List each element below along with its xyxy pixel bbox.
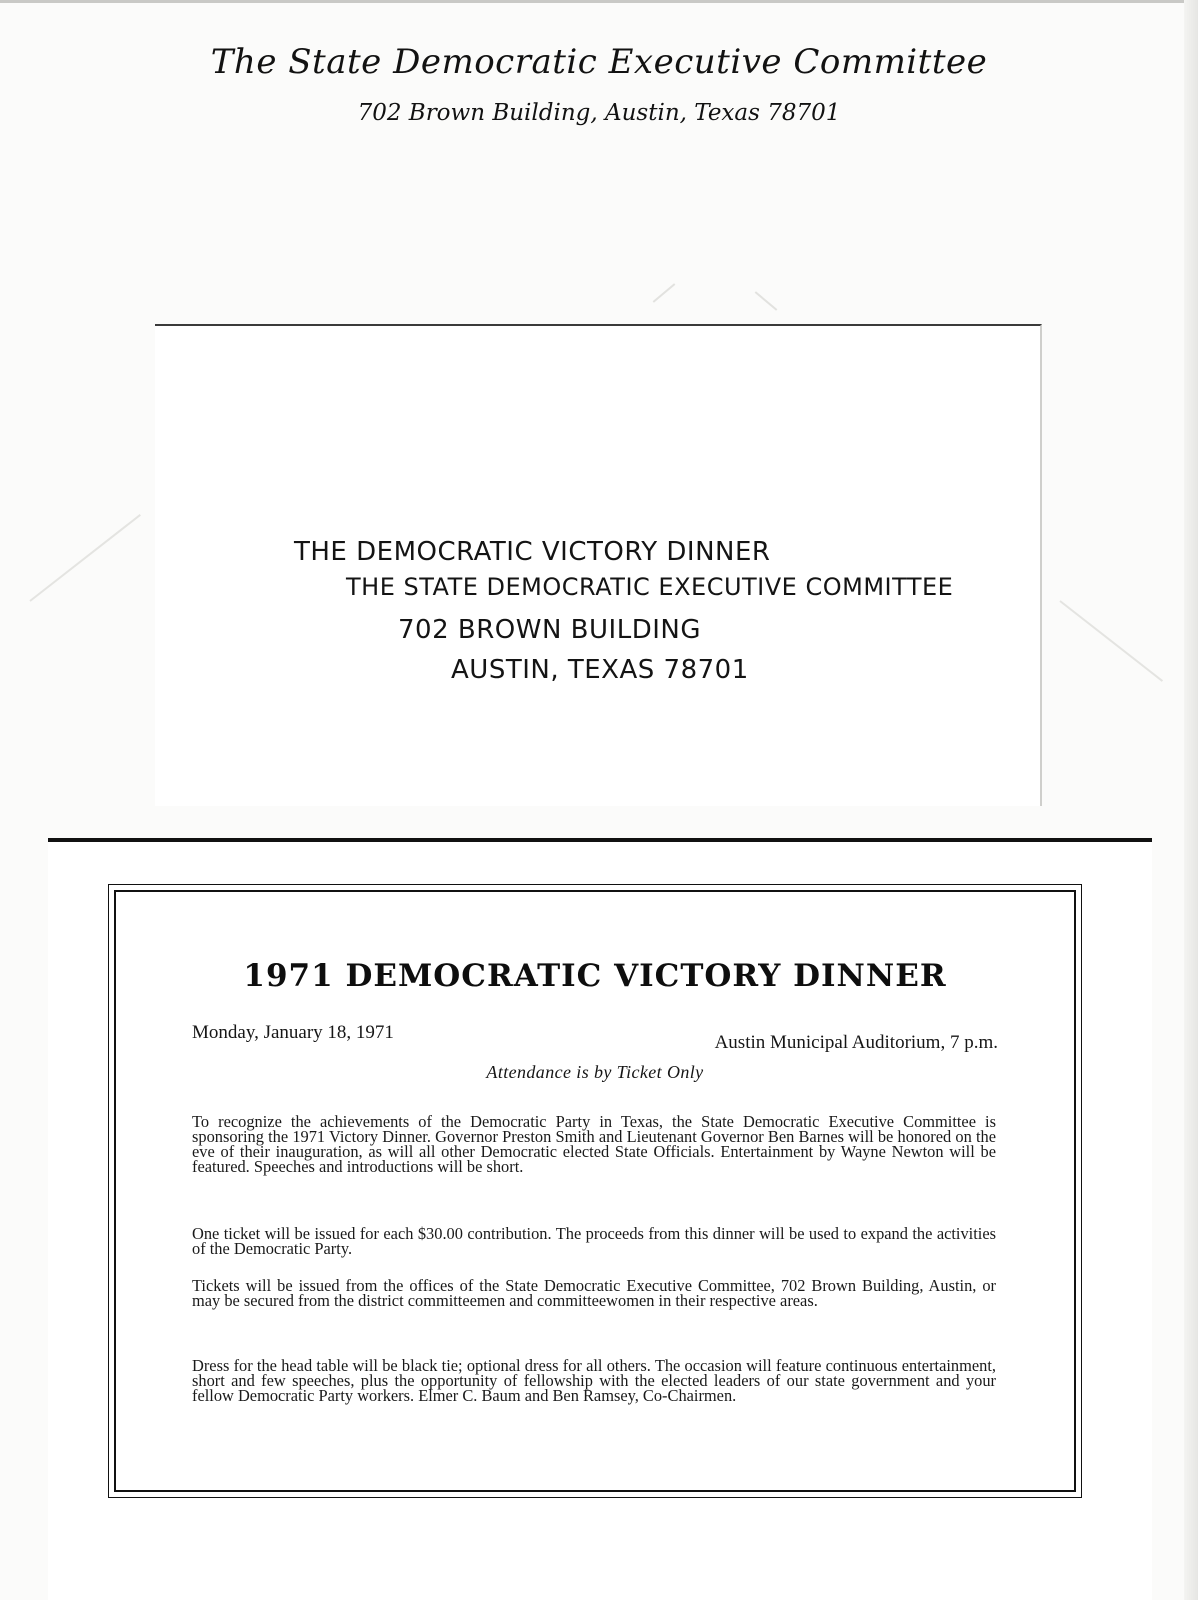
- envelope-right-edge: [1184, 0, 1198, 1600]
- flap-crease-left: [653, 283, 676, 303]
- event-venue: Austin Municipal Auditorium, 7 p.m.: [714, 1032, 998, 1053]
- letterhead: [0, 40, 1198, 128]
- letterhead-address: 702 Brown Building, Austin, Texas 78701: [357, 100, 841, 126]
- card-border-frame: [114, 890, 1076, 1492]
- return-address-line-4: AUSTIN, TEXAS 78701: [451, 655, 749, 685]
- flap-crease-right: [755, 291, 778, 311]
- paragraph-dress: Dress for the head table will be black tie; optional dress for all others. The occasion will feature continuous entertainment, short and few speeches, plus the opportunity of fellowship with the elected leaders of our state government and your fellow Democratic Party workers. Elmer C. Baum and Ben Ramsey, Co-Chairmen.: [192, 1356, 996, 1405]
- card-title: 1971 DEMOCRATIC VICTORY DINNER: [243, 958, 947, 994]
- envelope-top-edge: [0, 0, 1198, 3]
- invitation-card: [48, 838, 1152, 1604]
- return-address-line-3: 702 BROWN BUILDING: [398, 615, 701, 645]
- attendance-note: Attendance is by Ticket Only: [486, 1062, 704, 1082]
- paragraph-purpose: To recognize the achievements of the Democratic Party in Texas, the State Democratic Executive Committee is sponsoring the 1971 Victory Dinner. Governor Preston Smith and Lieutenant Governor Ben Barnes will be honored on the eve of their inauguration, as will all other Democratic elected State Officials. Entertainment by Wayne Newton will be featured. Speeches and introductions will be short.: [192, 1112, 996, 1176]
- paragraph-issuance: Tickets will be issued from the offices of the State Democratic Executive Committee, 702 Brown Building, Austin, or may be secured from the district committeemen and committeewomen in their respective areas.: [192, 1276, 996, 1310]
- envelope-flap-line-left: [29, 514, 141, 602]
- return-address-line-2: THE STATE DEMOCRATIC EXECUTIVE COMMITTEE: [346, 573, 954, 601]
- event-date: Monday, January 18, 1971: [192, 1022, 394, 1043]
- letterhead-name: The State Democratic Executive Committee: [210, 42, 988, 82]
- envelope-flap-line-right: [1059, 600, 1163, 682]
- return-address-line-1: THE DEMOCRATIC VICTORY DINNER: [294, 537, 771, 567]
- paragraph-tickets: One ticket will be issued for each $30.00 contribution. The proceeds from this dinner will be used to expand the activities of the Democratic Party.: [192, 1224, 996, 1258]
